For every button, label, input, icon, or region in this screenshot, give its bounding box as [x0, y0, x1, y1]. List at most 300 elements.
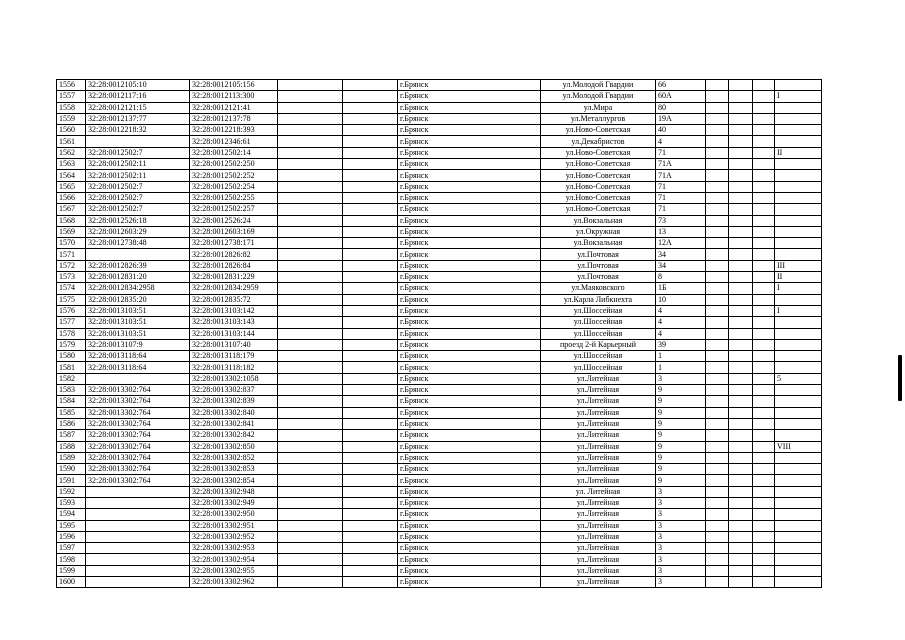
cell-empty-col-e: [753, 452, 775, 463]
cell-city: г.Брянск: [398, 464, 541, 475]
cell-street: ул.Мира: [541, 102, 656, 113]
cell-empty-col-a: [278, 430, 343, 441]
cell-empty-col-b: [343, 113, 398, 124]
cell-cadastral-object: 32:28:0012105:156: [190, 80, 278, 91]
cell-row-number: 1560: [57, 125, 86, 136]
cell-empty-col-e: [753, 317, 775, 328]
cell-empty-col-e: [753, 260, 775, 271]
cell-empty-col-b: [343, 351, 398, 362]
cell-empty-col-a: [278, 497, 343, 508]
cell-city: г.Брянск: [398, 373, 541, 384]
cell-empty-col-d: [729, 215, 753, 226]
cell-street: ул.Почтовая: [541, 272, 656, 283]
cell-empty-col-d: [729, 520, 753, 531]
table-row: [57, 554, 822, 565]
cell-note: I: [775, 305, 822, 316]
cell-cadastral-parcel: 32:28:0013118:64: [86, 362, 190, 373]
cell-empty-col-e: [753, 373, 775, 384]
cell-row-number: 1597: [57, 543, 86, 554]
cell-cadastral-object: 32:28:0013118:179: [190, 351, 278, 362]
cell-cadastral-object: 32:28:0013302:952: [190, 531, 278, 542]
table-row: [57, 238, 822, 249]
cell-empty-col-d: [729, 260, 753, 271]
cell-city: г.Брянск: [398, 385, 541, 396]
cell-empty-col-d: [729, 385, 753, 396]
cell-empty-col-c: [706, 91, 729, 102]
table-row: [57, 91, 822, 102]
cell-empty-col-b: [343, 226, 398, 237]
cell-cadastral-object: 32:28:0013302:955: [190, 565, 278, 576]
cell-house-number: 9: [656, 452, 706, 463]
cell-cadastral-parcel: 32:28:0013118:64: [86, 351, 190, 362]
cell-empty-col-b: [343, 554, 398, 565]
cell-cadastral-parcel: 32:28:0012738:48: [86, 238, 190, 249]
cell-city: г.Брянск: [398, 396, 541, 407]
cell-empty-col-e: [753, 159, 775, 170]
cell-empty-col-c: [706, 520, 729, 531]
cell-empty-col-c: [706, 238, 729, 249]
cell-empty-col-b: [343, 509, 398, 520]
cell-cadastral-parcel: 32:28:0013107:9: [86, 339, 190, 350]
cell-city: г.Брянск: [398, 418, 541, 429]
cell-empty-col-b: [343, 328, 398, 339]
cell-cadastral-object: 32:28:0013302:854: [190, 475, 278, 486]
cell-city: г.Брянск: [398, 226, 541, 237]
cell-empty-col-b: [343, 272, 398, 283]
cell-empty-col-e: [753, 272, 775, 283]
cell-empty-col-a: [278, 464, 343, 475]
cell-city: г.Брянск: [398, 430, 541, 441]
cell-empty-col-a: [278, 351, 343, 362]
cell-note: [775, 204, 822, 215]
cell-row-number: 1589: [57, 452, 86, 463]
cell-cadastral-parcel: 32:28:0012502:7: [86, 147, 190, 158]
cell-empty-col-d: [729, 554, 753, 565]
cell-empty-col-c: [706, 407, 729, 418]
cell-cadastral-parcel: [86, 554, 190, 565]
cell-empty-col-c: [706, 486, 729, 497]
cell-note: [775, 136, 822, 147]
cell-street: ул.Молодой Гвардии: [541, 91, 656, 102]
cell-empty-col-b: [343, 147, 398, 158]
cell-empty-col-e: [753, 531, 775, 542]
table-row: [57, 226, 822, 237]
cell-street: ул.Ново-Советская: [541, 159, 656, 170]
cell-empty-col-c: [706, 125, 729, 136]
cell-empty-col-a: [278, 305, 343, 316]
cell-street: ул.Литейная: [541, 407, 656, 418]
register-page: [56, 79, 821, 588]
table-row: [57, 351, 822, 362]
cell-cadastral-parcel: 32:28:0012502:11: [86, 159, 190, 170]
cell-city: г.Брянск: [398, 509, 541, 520]
cell-street: ул.Почтовая: [541, 260, 656, 271]
cell-note: [775, 531, 822, 542]
cell-street: ул.Декабристов: [541, 136, 656, 147]
cell-note: [775, 351, 822, 362]
cell-city: г.Брянск: [398, 531, 541, 542]
cell-city: г.Брянск: [398, 91, 541, 102]
cell-house-number: 19А: [656, 113, 706, 124]
cell-empty-col-a: [278, 362, 343, 373]
scan-edge-mark: [898, 355, 902, 401]
cell-empty-col-e: [753, 385, 775, 396]
cell-note: [775, 238, 822, 249]
cell-empty-col-e: [753, 497, 775, 508]
cell-city: г.Брянск: [398, 543, 541, 554]
cell-empty-col-c: [706, 272, 729, 283]
cell-cadastral-object: 32:28:0012218:393: [190, 125, 278, 136]
table-row: [57, 260, 822, 271]
cell-cadastral-parcel: [86, 531, 190, 542]
cell-cadastral-object: 32:28:0013302:842: [190, 430, 278, 441]
table-row: [57, 102, 822, 113]
cell-house-number: 3: [656, 554, 706, 565]
cell-cadastral-object: 32:28:0013302:852: [190, 452, 278, 463]
table-row: [57, 430, 822, 441]
table-row: [57, 80, 822, 91]
cell-empty-col-d: [729, 565, 753, 576]
cell-house-number: 3: [656, 531, 706, 542]
table-row: [57, 181, 822, 192]
cell-empty-col-a: [278, 328, 343, 339]
cell-empty-col-c: [706, 204, 729, 215]
cell-street: ул.Молодой Гвардии: [541, 80, 656, 91]
cell-empty-col-b: [343, 192, 398, 203]
table-row: [57, 249, 822, 260]
cell-empty-col-e: [753, 80, 775, 91]
cell-cadastral-parcel: [86, 543, 190, 554]
cell-empty-col-b: [343, 238, 398, 249]
cell-note: [775, 215, 822, 226]
cell-street: ул.Шоссейная: [541, 317, 656, 328]
cell-empty-col-a: [278, 396, 343, 407]
cell-empty-col-c: [706, 475, 729, 486]
cell-note: [775, 418, 822, 429]
cell-empty-col-a: [278, 520, 343, 531]
cell-note: [775, 113, 822, 124]
cell-row-number: 1595: [57, 520, 86, 531]
table-row: [57, 577, 822, 588]
cell-row-number: 1581: [57, 362, 86, 373]
cell-empty-col-c: [706, 396, 729, 407]
table-row: [57, 396, 822, 407]
cell-cadastral-parcel: 32:28:0012526:18: [86, 215, 190, 226]
cell-cadastral-object: 32:28:0013302:950: [190, 509, 278, 520]
cell-house-number: 9: [656, 385, 706, 396]
cell-empty-col-b: [343, 577, 398, 588]
cell-note: [775, 170, 822, 181]
cell-house-number: 39: [656, 339, 706, 350]
cell-empty-col-d: [729, 531, 753, 542]
cell-street: ул.Шоссейная: [541, 305, 656, 316]
cell-house-number: 80: [656, 102, 706, 113]
cell-empty-col-d: [729, 238, 753, 249]
cell-city: г.Брянск: [398, 283, 541, 294]
cell-cadastral-parcel: 32:28:0012834:2958: [86, 283, 190, 294]
cell-empty-col-d: [729, 192, 753, 203]
cell-empty-col-d: [729, 294, 753, 305]
cell-note: [775, 509, 822, 520]
cell-house-number: 1Б: [656, 283, 706, 294]
cell-empty-col-c: [706, 452, 729, 463]
cell-empty-col-c: [706, 226, 729, 237]
cell-house-number: 71: [656, 147, 706, 158]
cell-street: ул.Шоссейная: [541, 351, 656, 362]
cell-empty-col-b: [343, 464, 398, 475]
cell-empty-col-d: [729, 305, 753, 316]
cell-cadastral-parcel: 32:28:0012137:77: [86, 113, 190, 124]
cell-house-number: 3: [656, 565, 706, 576]
cell-empty-col-b: [343, 215, 398, 226]
cell-empty-col-b: [343, 418, 398, 429]
cell-empty-col-e: [753, 283, 775, 294]
cell-row-number: 1571: [57, 249, 86, 260]
cell-empty-col-e: [753, 294, 775, 305]
cell-row-number: 1568: [57, 215, 86, 226]
cell-empty-col-a: [278, 102, 343, 113]
cell-city: г.Брянск: [398, 192, 541, 203]
cell-street: ул.Маяковского: [541, 283, 656, 294]
table-row: [57, 113, 822, 124]
cell-city: г.Брянск: [398, 554, 541, 565]
cell-cadastral-parcel: 32:28:0013302:764: [86, 452, 190, 463]
cell-empty-col-a: [278, 418, 343, 429]
cell-empty-col-a: [278, 215, 343, 226]
cell-row-number: 1590: [57, 464, 86, 475]
cell-note: II: [775, 147, 822, 158]
cell-empty-col-e: [753, 520, 775, 531]
cell-cadastral-object: 32:28:0013302:841: [190, 418, 278, 429]
cell-note: [775, 430, 822, 441]
cell-street: ул.Литейная: [541, 497, 656, 508]
cell-city: г.Брянск: [398, 497, 541, 508]
cell-street: ул.Ново-Советская: [541, 181, 656, 192]
cell-empty-col-a: [278, 565, 343, 576]
cell-empty-col-d: [729, 464, 753, 475]
cell-row-number: 1561: [57, 136, 86, 147]
cell-note: I: [775, 283, 822, 294]
cell-cadastral-parcel: 32:28:0013302:764: [86, 385, 190, 396]
cell-empty-col-e: [753, 113, 775, 124]
cell-house-number: 73: [656, 215, 706, 226]
cell-cadastral-object: 32:28:0012603:169: [190, 226, 278, 237]
cell-empty-col-b: [343, 339, 398, 350]
cell-cadastral-parcel: [86, 136, 190, 147]
cell-street: ул.Шоссейная: [541, 328, 656, 339]
cell-empty-col-c: [706, 80, 729, 91]
table-row: [57, 204, 822, 215]
cell-empty-col-e: [753, 170, 775, 181]
table-row: [57, 452, 822, 463]
cell-row-number: 1567: [57, 204, 86, 215]
table-row: [57, 509, 822, 520]
cell-row-number: 1573: [57, 272, 86, 283]
cell-empty-col-b: [343, 430, 398, 441]
property-register-table: [56, 79, 822, 588]
cell-note: [775, 317, 822, 328]
cell-empty-col-e: [753, 192, 775, 203]
cell-empty-col-c: [706, 170, 729, 181]
cell-empty-col-c: [706, 283, 729, 294]
cell-row-number: 1587: [57, 430, 86, 441]
cell-row-number: 1558: [57, 102, 86, 113]
cell-empty-col-b: [343, 249, 398, 260]
cell-cadastral-object: 32:28:0012835:72: [190, 294, 278, 305]
table-row: [57, 283, 822, 294]
cell-empty-col-e: [753, 125, 775, 136]
cell-note: [775, 497, 822, 508]
cell-note: [775, 159, 822, 170]
cell-empty-col-d: [729, 418, 753, 429]
cell-row-number: 1570: [57, 238, 86, 249]
table-row: [57, 362, 822, 373]
cell-city: г.Брянск: [398, 407, 541, 418]
cell-empty-col-c: [706, 305, 729, 316]
table-row: [57, 486, 822, 497]
cell-empty-col-b: [343, 294, 398, 305]
cell-row-number: 1556: [57, 80, 86, 91]
cell-house-number: 8: [656, 272, 706, 283]
cell-empty-col-a: [278, 531, 343, 542]
cell-empty-col-b: [343, 283, 398, 294]
cell-city: г.Брянск: [398, 351, 541, 362]
cell-empty-col-a: [278, 125, 343, 136]
cell-note: [775, 452, 822, 463]
cell-house-number: 4: [656, 317, 706, 328]
table-row: [57, 497, 822, 508]
cell-empty-col-a: [278, 181, 343, 192]
cell-street: ул.Ново-Советская: [541, 170, 656, 181]
cell-row-number: 1579: [57, 339, 86, 350]
cell-empty-col-e: [753, 509, 775, 520]
cell-city: г.Брянск: [398, 147, 541, 158]
cell-empty-col-e: [753, 147, 775, 158]
cell-empty-col-a: [278, 373, 343, 384]
cell-empty-col-d: [729, 147, 753, 158]
cell-empty-col-b: [343, 441, 398, 452]
cell-city: г.Брянск: [398, 441, 541, 452]
cell-city: г.Брянск: [398, 238, 541, 249]
cell-empty-col-b: [343, 407, 398, 418]
cell-cadastral-parcel: 32:28:0012831:20: [86, 272, 190, 283]
cell-empty-col-a: [278, 192, 343, 203]
cell-empty-col-a: [278, 339, 343, 350]
cell-empty-col-d: [729, 170, 753, 181]
cell-empty-col-c: [706, 113, 729, 124]
cell-empty-col-a: [278, 170, 343, 181]
cell-empty-col-c: [706, 351, 729, 362]
cell-empty-col-c: [706, 215, 729, 226]
cell-empty-col-c: [706, 430, 729, 441]
cell-empty-col-e: [753, 249, 775, 260]
table-row: [57, 418, 822, 429]
cell-empty-col-c: [706, 464, 729, 475]
cell-empty-col-a: [278, 554, 343, 565]
cell-row-number: 1557: [57, 91, 86, 102]
cell-cadastral-object: 32:28:0013302:953: [190, 543, 278, 554]
cell-row-number: 1575: [57, 294, 86, 305]
cell-row-number: 1578: [57, 328, 86, 339]
table-row: [57, 125, 822, 136]
cell-empty-col-d: [729, 328, 753, 339]
cell-cadastral-parcel: 32:28:0013103:51: [86, 328, 190, 339]
cell-empty-col-e: [753, 215, 775, 226]
cell-empty-col-a: [278, 113, 343, 124]
cell-note: III: [775, 260, 822, 271]
cell-empty-col-b: [343, 385, 398, 396]
cell-house-number: 9: [656, 464, 706, 475]
cell-empty-col-d: [729, 80, 753, 91]
cell-cadastral-object: 32:28:0012826:84: [190, 260, 278, 271]
cell-row-number: 1569: [57, 226, 86, 237]
cell-empty-col-b: [343, 317, 398, 328]
cell-empty-col-b: [343, 102, 398, 113]
cell-empty-col-a: [278, 441, 343, 452]
cell-empty-col-b: [343, 125, 398, 136]
cell-note: [775, 294, 822, 305]
cell-empty-col-e: [753, 181, 775, 192]
cell-city: г.Брянск: [398, 339, 541, 350]
cell-empty-col-a: [278, 283, 343, 294]
cell-cadastral-object: 32:28:0013302:1058: [190, 373, 278, 384]
cell-cadastral-object: 32:28:0013103:142: [190, 305, 278, 316]
cell-house-number: 9: [656, 396, 706, 407]
cell-empty-col-d: [729, 91, 753, 102]
cell-row-number: 1576: [57, 305, 86, 316]
cell-row-number: 1594: [57, 509, 86, 520]
table-row: [57, 192, 822, 203]
cell-cadastral-object: 32:28:0013302:850: [190, 441, 278, 452]
cell-street: ул.Литейная: [541, 475, 656, 486]
cell-note: 5: [775, 373, 822, 384]
table-row: [57, 520, 822, 531]
cell-empty-col-d: [729, 509, 753, 520]
cell-note: [775, 554, 822, 565]
cell-empty-col-c: [706, 249, 729, 260]
cell-empty-col-e: [753, 486, 775, 497]
cell-city: г.Брянск: [398, 136, 541, 147]
cell-street: ул.Ново-Советская: [541, 192, 656, 203]
cell-cadastral-object: 32:28:0013302:839: [190, 396, 278, 407]
cell-empty-col-d: [729, 113, 753, 124]
cell-cadastral-object: 32:28:0013118:182: [190, 362, 278, 373]
cell-empty-col-e: [753, 577, 775, 588]
cell-empty-col-b: [343, 452, 398, 463]
cell-row-number: 1582: [57, 373, 86, 384]
cell-house-number: 13: [656, 226, 706, 237]
table-row: [57, 294, 822, 305]
cell-empty-col-c: [706, 362, 729, 373]
cell-empty-col-e: [753, 238, 775, 249]
cell-street: ул.Литейная: [541, 565, 656, 576]
cell-empty-col-e: [753, 91, 775, 102]
table-row: [57, 215, 822, 226]
cell-cadastral-parcel: [86, 509, 190, 520]
cell-cadastral-parcel: [86, 373, 190, 384]
cell-cadastral-object: 32:28:0013103:143: [190, 317, 278, 328]
cell-city: г.Брянск: [398, 328, 541, 339]
cell-house-number: 9: [656, 441, 706, 452]
cell-cadastral-object: 32:28:0012502:14: [190, 147, 278, 158]
cell-house-number: 71А: [656, 170, 706, 181]
cell-row-number: 1577: [57, 317, 86, 328]
cell-empty-col-c: [706, 159, 729, 170]
cell-city: г.Брянск: [398, 577, 541, 588]
cell-empty-col-d: [729, 125, 753, 136]
cell-row-number: 1559: [57, 113, 86, 124]
cell-row-number: 1600: [57, 577, 86, 588]
